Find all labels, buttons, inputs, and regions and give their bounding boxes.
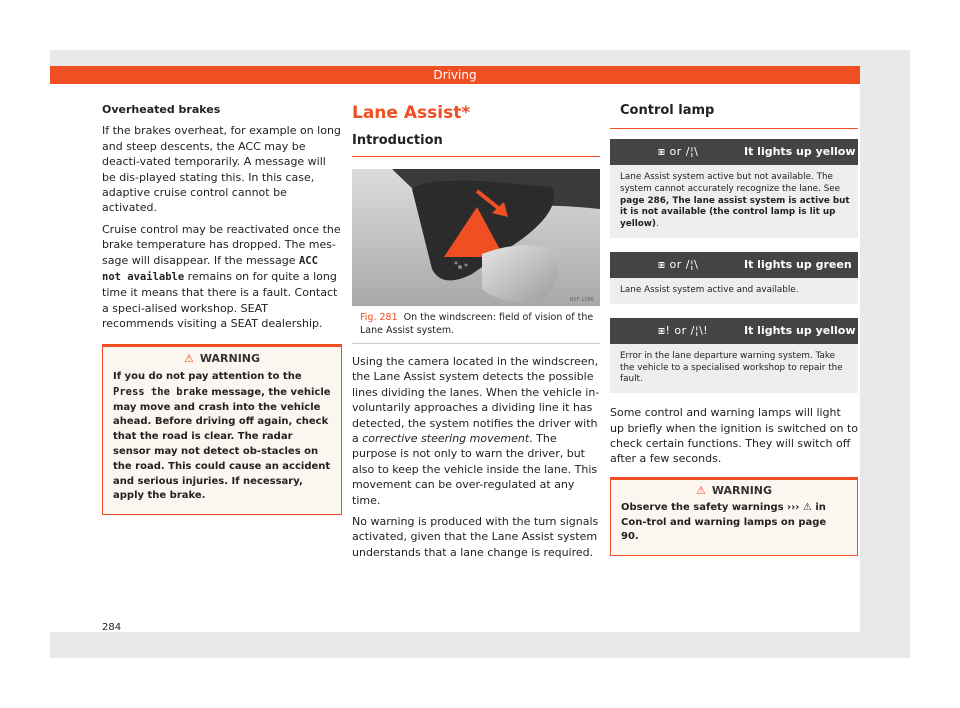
column-right [610, 102, 858, 556]
warning-header [611, 478, 857, 501]
subsection-title: Introduction [352, 132, 600, 157]
text: Cruise control may be reactivated once the brake temperature has dropped. The mes-sage will disappear. If the message [102, 222, 341, 267]
text: . The purpose is not only to warn the driver, but also to keep the vehicle inside the lane. This movement can be over-regulated at any time. [352, 432, 598, 507]
body-text [610, 405, 858, 467]
column-left [102, 102, 342, 515]
code-text: Press the brake [113, 385, 208, 398]
paragraph: If the brakes overheat, for example on long and steep descents, the ACC may be deacti-vated temporarily. A message will be dis-played stating this. In this case, adaptive cruise control cannot be activated. [102, 124, 341, 215]
lane-assist-error-lamp-icon: ⧆! or /¦\! [658, 323, 709, 337]
body-text [352, 354, 600, 560]
paragraph: Some control and warning lamps will light up briefly when the ignition is switched on to check certain functions. They will switch off after a few seconds. [610, 406, 858, 466]
warning-box [102, 344, 342, 516]
column-middle [352, 102, 600, 566]
lamp-row [610, 252, 858, 278]
lane-assist-lamp-icon: ⧆ or /¦\ [658, 145, 699, 158]
text: . [655, 219, 659, 230]
code-text: ACC not available [102, 254, 318, 284]
link-text: page 286, The lane assist system is active but it is not available (the control lamp is lit up yellow) [620, 195, 850, 230]
warning-box [610, 477, 858, 556]
text: message, the vehicle may move and crash into the vehicle ahead. Before driving off again, check that the road is clear. The radar sensor may not detect ob-stacles on the road. This could cause an accident and serious injuries. If necessary, apply the brake. [113, 386, 331, 502]
text: remains on for quite a long time it means that there is a fault. Contact a speci-alised workshop. SEAT recommends visiting a SEAT dealership. [102, 270, 338, 331]
paragraph [352, 354, 600, 508]
lamp-row [610, 139, 858, 165]
figure-windscreen [352, 169, 600, 306]
text: Using the camera located in the windscreen, the Lane Assist system detects the possible lines dividing the lanes. When the vehicle in-voluntarily approaches a dividing line it has detected, the system notifies the driver with a [352, 355, 600, 446]
section-title: Driving [433, 68, 477, 82]
warning-triangle-icon: ⚠ [183, 351, 194, 365]
lamp-row [610, 318, 858, 344]
section-title-lane-assist: Lane Assist* [352, 103, 471, 123]
italic-text: corrective steering movement [362, 432, 530, 446]
paragraph [102, 222, 342, 332]
section-header [50, 66, 860, 84]
text: Lane Assist system active and available. [620, 284, 799, 295]
lamp-status: It lights up green [744, 257, 852, 271]
figure-caption [352, 306, 600, 344]
heading-overheated-brakes: Overheated brakes [102, 103, 221, 116]
text: Error in the lane departure warning system. Take the vehicle to a specialised workshop to repair the fault. [620, 350, 843, 385]
lamp-description [610, 165, 858, 238]
warning-title: WARNING [711, 483, 773, 497]
text: Lane Assist system active but not available. The system cannot accurately recognize the lane. See [620, 172, 841, 194]
warning-text [103, 370, 341, 514]
caption-text: On the windscreen: field of vision of the Lane Assist system. [360, 312, 594, 336]
lamp-status: It lights up yellow [744, 323, 856, 337]
warning-header [103, 345, 341, 370]
lamp-description [610, 278, 858, 304]
text: If you do not pay attention to the [113, 371, 302, 383]
warning-triangle-icon: ⚠ [695, 483, 706, 497]
figure-code: B5F-1086 [570, 297, 595, 303]
warning-title: WARNING [199, 351, 261, 365]
lamp-description [610, 344, 858, 393]
paragraph: No warning is produced with the turn signals activated, given that the Lane Assist system understands that a lane change is required. [352, 515, 599, 559]
section-title-control-lamp: Control lamp [610, 102, 858, 129]
figure-number: Fig. 281 [360, 312, 398, 323]
lane-assist-lamp-icon: ⧆ or /¦\ [658, 257, 699, 271]
lamp-status: It lights up yellow [744, 145, 856, 158]
warning-text: Observe the safety warnings ››› ⚠ in Con-trol and warning lamps on page 90. [621, 501, 827, 543]
windscreen-illustration [352, 169, 600, 306]
page [50, 84, 860, 632]
page-number: 284 [102, 622, 122, 633]
